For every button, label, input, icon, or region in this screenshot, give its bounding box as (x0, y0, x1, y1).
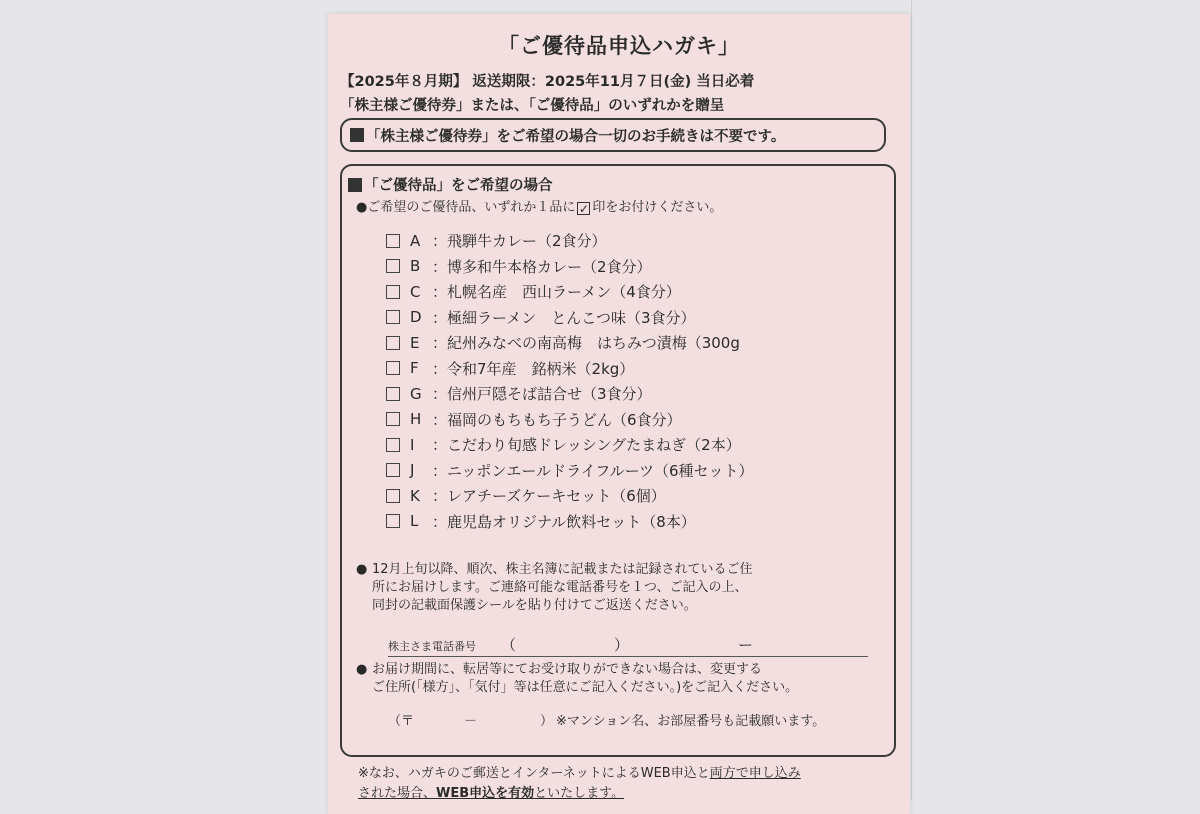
footer-underlined: された場合、 (358, 786, 437, 801)
deadline-line: 【2025年８月期】 返送期限：2025年11月７日(金) 当日必着 (340, 74, 755, 90)
gift-item-a (386, 228, 754, 254)
item-label: ：こだわり旬感ドレッシングたまねぎ（2本） (432, 436, 741, 455)
item-letter: E (410, 333, 420, 352)
checkbox[interactable] (386, 489, 400, 503)
item-label: ：紀州みなべの南高梅 はちみつ漬梅（300g (432, 334, 740, 353)
delivery-note-line: 同封の記載面保護シールを貼り付けてご返送ください。 (372, 598, 697, 613)
gift-section-heading (348, 174, 553, 195)
postal-dash: － (464, 714, 478, 729)
gift-item-l (386, 509, 754, 535)
gift-item-i (386, 432, 754, 458)
checkbox[interactable] (386, 514, 400, 528)
checkbox[interactable] (386, 361, 400, 375)
checkbox[interactable] (386, 285, 400, 299)
gift-section-heading-text: 「ご優待品」をご希望の場合 (364, 178, 553, 194)
item-letter: A (410, 231, 421, 250)
postal-close: ） (540, 714, 554, 729)
item-label: ：信州戸隠そば詰合せ（3食分） (432, 385, 652, 404)
gift-item-b (386, 254, 754, 280)
offer-line: 「株主様ご優待券」または、「ご優待品」のいずれかを贈呈 (340, 98, 725, 114)
background-edge (911, 0, 912, 800)
footer-text: ※なお、ハガキのご郵送とインターネットによるWEB申込と (358, 766, 710, 781)
voucher-box (340, 118, 886, 152)
phone-number-field[interactable] (388, 634, 868, 657)
footer-line-1 (358, 764, 801, 784)
postal-note: ※マンション名、お部屋番号も記載願います。 (556, 714, 826, 729)
checkbox[interactable] (386, 234, 400, 248)
checkbox[interactable] (386, 259, 400, 273)
instruction-post: 印をお付けください。 (592, 200, 723, 215)
item-letter: K (410, 486, 420, 505)
item-letter: C (410, 282, 421, 301)
checkbox[interactable] (386, 463, 400, 477)
voucher-text: 「株主様ご優待券」をご希望の場合一切のお手続きは不要です。 (366, 128, 786, 145)
bullet-icon: ● (356, 562, 368, 577)
gift-item-h (386, 407, 754, 433)
item-label: ：極細ラーメン とんこつ味（3食分） (432, 308, 696, 327)
checkbox[interactable] (386, 387, 400, 401)
item-label: ：令和7年産 銘柄米（2kg） (432, 359, 635, 378)
instruction-pre: ●ご希望のご優待品、いずれか１品に (356, 200, 576, 215)
moving-note-line: ご住所(「様方」、「気付」等は任意にご記入ください。)をご記入ください。 (372, 680, 799, 695)
gift-item-d (386, 305, 754, 331)
gift-item-g (386, 381, 754, 407)
checkbox[interactable] (386, 336, 400, 350)
black-square-icon (350, 128, 364, 142)
phone-paren-open: （ (501, 636, 517, 654)
gift-item-e (386, 330, 754, 356)
gift-item-f (386, 356, 754, 382)
item-label: ：福岡のもちもち子うどん（6食分） (432, 410, 682, 429)
item-letter: I (410, 435, 415, 454)
footer-line-2 (358, 784, 801, 804)
checkbox[interactable] (386, 438, 400, 452)
black-square-icon (348, 178, 362, 192)
page-title: 「ご優待品申込ハガキ」 (498, 34, 740, 58)
gift-section-box (340, 164, 896, 757)
checkmark-icon: ✓ (578, 202, 589, 216)
checkbox[interactable] (386, 412, 400, 426)
item-label: ：鹿児島オリジナル飲料セット（8本） (432, 512, 696, 531)
item-letter: J (410, 461, 415, 480)
gift-item-c (386, 279, 754, 305)
gift-item-j (386, 458, 754, 484)
item-letter: H (410, 410, 422, 429)
checkbox[interactable] (386, 310, 400, 324)
item-letter: F (410, 359, 419, 378)
footer-underlined: 両方で申し込み (709, 766, 801, 781)
phone-paren-close: ） (614, 636, 630, 654)
item-letter: D (410, 308, 422, 327)
phone-label: 株主さま電話番号 (388, 640, 476, 653)
moving-note (356, 661, 799, 697)
item-letter: G (410, 384, 422, 403)
item-label: ：飛騨牛カレー（2食分） (432, 232, 607, 251)
selection-instruction (356, 196, 722, 215)
delivery-note-line: 所にお届けします。ご連絡可能な電話番号を１つ、ご記入の上、 (372, 580, 748, 595)
footer-emphasis: WEB申込を有効 (436, 786, 535, 801)
item-label: ：ニッポンエールドライフルーツ（6種セット） (432, 461, 754, 480)
item-label: ：博多和牛本格カレー（2食分） (432, 257, 652, 276)
bullet-icon: ● (356, 662, 368, 677)
footer-note (358, 764, 801, 804)
item-letter: B (410, 257, 421, 276)
delivery-note-line: 12月上旬以降、順次、株主名簿に記載または記録されているご住 (372, 562, 753, 577)
item-letter: L (410, 512, 419, 531)
postcard (328, 14, 910, 814)
gift-item-list (386, 228, 754, 534)
moving-note-line: お届け期間に、転居等にてお受け取りができない場合は、変更する (372, 662, 763, 677)
phone-dash: ー (738, 636, 754, 654)
gift-item-k (386, 483, 754, 509)
item-label: ：レアチーズケーキセット（6個） (432, 487, 666, 506)
item-label: ：札幌名産 西山ラーメン（4食分） (432, 283, 681, 302)
delivery-note (356, 561, 753, 615)
footer-underlined: といたします。 (534, 786, 625, 801)
postal-open: （〒 (388, 714, 415, 729)
